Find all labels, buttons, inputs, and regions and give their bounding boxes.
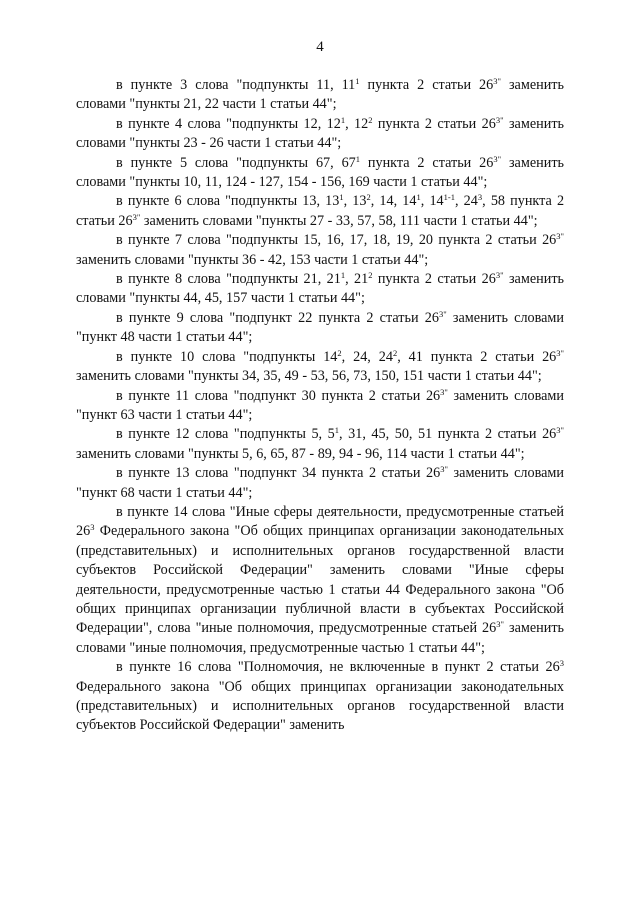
text-run: в пункте 13 слова "подпункт 34 пункта 2 статьи 26 [116, 465, 441, 482]
superscript-index: 2 [392, 347, 398, 358]
text-run: в пункте 12 слова "подпункты 5, 5 [116, 426, 335, 443]
superscript-index: 3" [556, 231, 564, 242]
superscript-index: 3" [493, 153, 502, 164]
amendment-paragraph [76, 387, 564, 426]
superscript-index: 1-1 [443, 192, 455, 203]
text-run: в пункте 7 слова "подпункты 15, 16, 17, 18, 19, 20 пункта 2 статьи 26 [116, 232, 557, 249]
text-run: в пункте 4 слова "подпункты 12, 12 [116, 115, 341, 132]
text-run: Федерального закона "Об общих принципах организации законодательных (представительных) и исполнительных органов государственной власти субъектов Российской Федерации" заменить словами "Иные сферы деятельности, предусмотренные частью 1 статьи 44 Федерального закона "Об общих принципах организации публичной власти в субъектах Российской Федерации", слова "иные полномочия, предусмотренные статьей 26 [76, 523, 564, 637]
text-run: пункта 2 статьи 26 [372, 115, 496, 132]
amendment-paragraph [76, 76, 564, 115]
text-run: , 24 [454, 193, 478, 210]
superscript-index: 2 [368, 114, 373, 125]
superscript-index: 2 [366, 192, 371, 203]
superscript-index: 3 [477, 192, 483, 203]
text-run: в пункте 16 слова "Полномочия, не включенные в пункт 2 статьи 26 [116, 659, 560, 676]
amendment-paragraph [76, 503, 564, 658]
text-run: , 12 [345, 115, 369, 132]
amendment-paragraph [76, 270, 564, 309]
text-run: в пункте 5 слова "подпункты 67, 67 [116, 154, 356, 171]
superscript-index: 1 [340, 270, 346, 281]
superscript-index: 3" [440, 464, 448, 475]
text-run: , 41 пункта 2 статьи 26 [397, 348, 557, 365]
superscript-index: 3" [496, 619, 504, 630]
text-run: в пункте 14 слова "Иные сферы деятельности, предусмотренные статьей 26 [76, 503, 564, 540]
text-run: в пункте 6 слова "подпункты 13, 13 [116, 193, 340, 210]
text-run: Федерального закона "Об общих принципах организации законодательных (представительных) и исполнительных органов государственной власти субъектов Российской Федерации" заменить [76, 678, 564, 734]
superscript-index: 1 [340, 114, 346, 125]
text-run: , 31, 45, 50, 51 пункта 2 статьи 26 [339, 426, 557, 443]
superscript-index: 3 [90, 522, 95, 533]
text-run: заменить словами "пункты 21, 22 части 1 статьи 44"; [76, 77, 564, 113]
amendment-paragraph [76, 348, 564, 387]
superscript-index: 3" [556, 347, 564, 358]
amendment-paragraph [76, 115, 564, 154]
amendment-paragraph [76, 192, 564, 231]
amendment-paragraph [76, 309, 564, 348]
superscript-index: 3" [495, 114, 504, 125]
page-number: 4 [316, 39, 324, 55]
superscript-index: 3" [440, 386, 448, 397]
text-run: , 21 [345, 271, 369, 288]
superscript-index: 2 [337, 347, 342, 358]
superscript-index: 3" [495, 270, 504, 281]
text-run: в пункте 3 слова "подпункты 11, 11 [116, 77, 356, 93]
superscript-index: 1 [416, 192, 421, 203]
text-run: заменить словами "пункты 44, 45, 157 части 1 статьи 44"; [76, 271, 564, 307]
text-run: заменить словами "пункты 34, 35, 49 - 53, 56, 73, 150, 151 части 1 статьи 44"; [76, 368, 542, 385]
text-run: , 14 [420, 193, 444, 210]
superscript-index: 3" [132, 211, 141, 222]
amendment-paragraph [76, 154, 564, 193]
amendment-paragraph [76, 425, 564, 464]
amendment-paragraph [76, 658, 564, 736]
text-run: заменить словами "пункт 68 части 1 статьи 44"; [76, 465, 564, 501]
superscript-index: 1 [334, 425, 340, 436]
text-run: пункта 2 статьи 26 [359, 77, 494, 93]
text-run: заменить словами "пункты 23 - 26 части 1 статьи 44"; [76, 115, 564, 152]
text-run: , 14, 14 [370, 193, 417, 210]
text-run: , 24, 24 [341, 348, 393, 365]
superscript-index: 1 [339, 192, 344, 203]
text-run: заменить словами "пункт 63 части 1 статьи 44"; [76, 387, 564, 423]
amendment-paragraph [76, 231, 564, 270]
amendment-paragraph [76, 464, 564, 503]
text-run: пункта 2 статьи 26 [372, 271, 496, 288]
text-run: заменить словами "пункты 5, 6, 65, 87 - 89, 94 - 96, 114 части 1 статьи 44"; [76, 445, 525, 462]
document-body [76, 76, 564, 736]
text-run: в пункте 9 слова "подпункт 22 пункта 2 статьи 26 [116, 309, 439, 326]
text-run: заменить словами "иные полномочия, предусмотренные частью 1 статьи 44"; [76, 620, 564, 656]
text-run: , 58 пункта 2 статьи 26 [76, 193, 565, 229]
superscript-index: 1 [355, 153, 361, 164]
text-run: заменить словами "пункт 48 части 1 статьи 44"; [76, 309, 564, 346]
text-run: пункта 2 статьи 26 [360, 154, 494, 171]
text-run: , 13 [343, 193, 367, 210]
superscript-index: 2 [368, 270, 373, 281]
superscript-index: 3 [559, 658, 564, 669]
superscript-index: 1 [355, 76, 360, 86]
text-run: заменить словами "пункты 27 - 33, 57, 58, 111 части 1 статьи 44"; [140, 212, 538, 229]
text-run: заменить словами "пункты 10, 11, 124 - 127, 154 - 156, 169 части 1 статьи 44"; [76, 154, 564, 191]
text-run: заменить словами "пункты 36 - 42, 153 части 1 статьи 44"; [76, 251, 429, 268]
superscript-index: 3" [493, 76, 501, 86]
superscript-index: 3" [556, 425, 564, 436]
text-run: в пункте 10 слова "подпункты 14 [116, 348, 338, 365]
superscript-index: 3" [438, 308, 447, 319]
text-run: в пункте 8 слова "подпункты 21, 21 [116, 271, 341, 288]
text-run: в пункте 11 слова "подпункт 30 пункта 2 статьи 26 [116, 387, 441, 404]
